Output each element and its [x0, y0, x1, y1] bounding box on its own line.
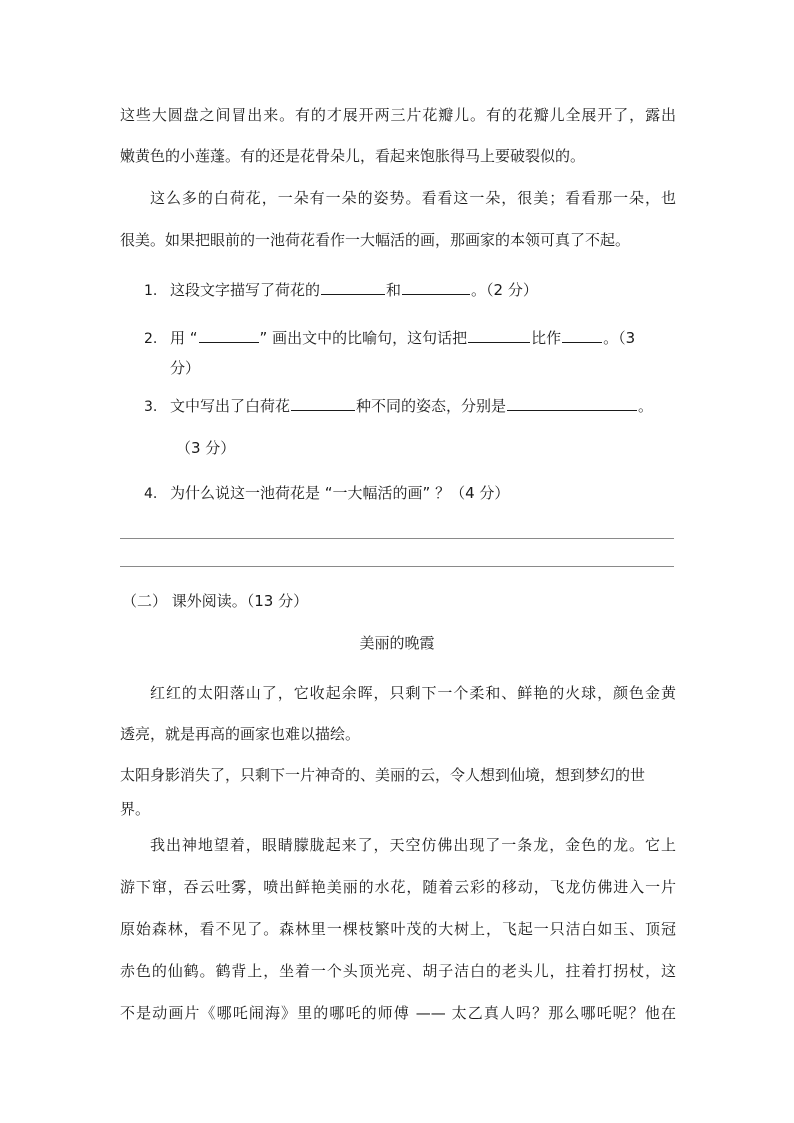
question-1-text-b: 和	[386, 281, 402, 299]
question-3-score: （3 分）	[176, 439, 236, 457]
answer-blank[interactable]	[468, 328, 530, 343]
question-2-text-a: 用 “	[170, 329, 198, 347]
article-p3-line2: 游下窜，吞云吐雾，喷出鲜艳美丽的水花，随着云彩的移动，飞龙仿佛进入一片	[120, 878, 676, 896]
question-2-text-b: ” 画出文中的比喻句，这句话把	[259, 329, 468, 347]
answer-blank[interactable]	[507, 396, 637, 411]
answer-line[interactable]	[120, 538, 674, 539]
article-p3-line5: 不是动画片《哪吒闹海》里的哪吒的师傅 —— 太乙真人吗？那么哪吒呢？他在	[120, 1004, 676, 1022]
answer-blank[interactable]	[199, 328, 259, 343]
article-p3-line1: 我出神地望着，眼睛朦胧起来了，天空仿佛出现了一条龙，金色的龙。它上	[150, 836, 676, 854]
question-1-text-c: 。（2 分）	[471, 281, 538, 299]
question-1	[170, 279, 538, 301]
passage1-line4: 很美。如果把眼前的一池荷花看作一大幅活的画，那画家的本领可真了不起。	[120, 231, 631, 249]
question-2-cont: 分）	[170, 359, 201, 377]
article-p3-line4: 赤色的仙鹤。鹤背上，坐着一个头顶光亮、胡子洁白的老头儿，拄着打拐杖，这	[120, 962, 676, 980]
question-4: 为什么说这一池荷花是 “一大幅活的画” ？（4 分）	[170, 484, 510, 502]
answer-blank[interactable]	[321, 280, 385, 295]
question-3-text-c: 。	[638, 397, 654, 415]
question-3	[170, 395, 653, 417]
answer-blank[interactable]	[402, 280, 470, 295]
section2-heading: （二） 课外阅读。（13 分）	[122, 592, 309, 610]
answer-line[interactable]	[120, 566, 674, 567]
article-title: 美丽的晚霞	[359, 634, 435, 652]
answer-blank[interactable]	[562, 328, 602, 343]
passage1-line1: 这些大圆盘之间冒出来。有的才展开两三片花瓣儿。有的花瓣儿全展开了，露出	[120, 106, 676, 124]
question-4-number: 4.	[144, 486, 158, 502]
passage1-line3: 这么多的白荷花，一朵有一朵的姿势。看看这一朵，很美；看看那一朵，也	[150, 189, 676, 207]
question-2-text-c: 比作	[531, 329, 562, 347]
article-p1-line1: 红红的太阳落山了，它收起余晖，只剩下一个柔和、鲜艳的火球，颜色金黄	[150, 684, 676, 702]
question-1-text-a: 这段文字描写了荷花的	[170, 281, 321, 299]
article-p2-line2: 界。	[120, 800, 151, 818]
question-2	[170, 327, 635, 349]
question-3-text-b: 种不同的姿态，分别是	[356, 397, 507, 415]
question-2-number: 2.	[144, 331, 158, 347]
passage1-line2: 嫩黄色的小莲蓬。有的还是花骨朵儿，看起来饱胀得马上要破裂似的。	[120, 147, 586, 165]
article-p3-line3: 原始森林，看不见了。森林里一棵枝繁叶茂的大树上，飞起一只洁白如玉、顶冠	[120, 920, 676, 938]
article-p1-line2: 透亮，就是再高的画家也难以描绘。	[120, 725, 361, 743]
question-3-text-a: 文中写出了白荷花	[170, 397, 291, 415]
question-3-number: 3.	[144, 399, 158, 415]
question-2-text-d: 。（3	[603, 329, 636, 347]
answer-blank[interactable]	[291, 396, 355, 411]
question-1-number: 1.	[144, 283, 158, 299]
article-p2-line1: 太阳身影消失了，只剩下一片神奇的、美丽的云，令人想到仙境，想到梦幻的世	[120, 766, 646, 784]
